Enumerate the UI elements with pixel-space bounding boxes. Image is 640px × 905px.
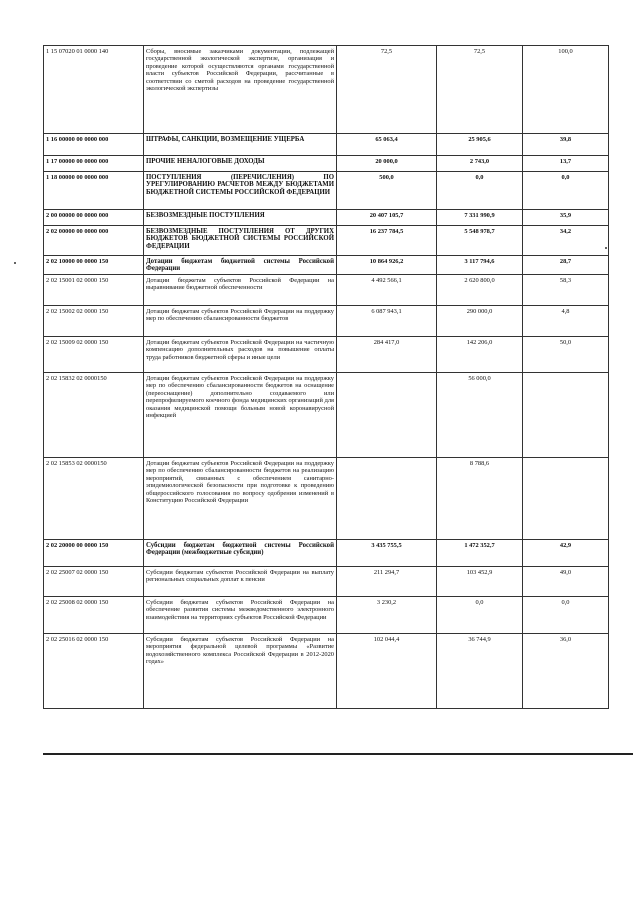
scan-speck — [605, 247, 607, 249]
execution-percent-cell: 34,2 — [523, 226, 609, 256]
plan-amount-cell: 65 063,4 — [337, 134, 437, 156]
execution-percent-cell: 39,8 — [523, 134, 609, 156]
actual-amount-cell: 5 548 978,7 — [437, 226, 523, 256]
actual-amount-cell: 0,0 — [437, 172, 523, 210]
page-bottom-rule — [43, 753, 633, 755]
execution-percent-cell: 4,8 — [523, 306, 609, 337]
table-row — [44, 567, 609, 597]
execution-percent-cell: 42,9 — [523, 540, 609, 567]
plan-amount-cell: 102 044,4 — [337, 634, 437, 709]
budget-code-cell: 2 00 00000 00 0000 000 — [44, 210, 144, 226]
table-row — [44, 634, 609, 709]
execution-percent-cell — [523, 458, 609, 540]
plan-amount-cell: 500,0 — [337, 172, 437, 210]
table-row — [44, 172, 609, 210]
revenue-name-cell: Дотации бюджетам бюджетной системы Российской Федерации — [144, 256, 337, 275]
plan-amount-cell: 3 230,2 — [337, 597, 437, 634]
actual-amount-cell: 3 117 794,6 — [437, 256, 523, 275]
budget-code-cell: 1 15 07020 01 0000 140 — [44, 46, 144, 134]
table-row — [44, 540, 609, 567]
budget-code-cell: 2 02 15001 02 0000 150 — [44, 275, 144, 306]
execution-percent-cell: 28,7 — [523, 256, 609, 275]
execution-percent-cell — [523, 373, 609, 458]
budget-code-cell: 2 02 25008 02 0000 150 — [44, 597, 144, 634]
plan-amount-cell: 72,5 — [337, 46, 437, 134]
revenue-name-cell: Субсидии бюджетам субъектов Российской Федерации на выплату региональных социальных доплат к пенсии — [144, 567, 337, 597]
actual-amount-cell: 56 000,0 — [437, 373, 523, 458]
plan-amount-cell — [337, 373, 437, 458]
execution-percent-cell: 0,0 — [523, 172, 609, 210]
table-row — [44, 226, 609, 256]
budget-code-cell: 2 02 15853 02 0000150 — [44, 458, 144, 540]
budget-table-body — [44, 46, 609, 709]
actual-amount-cell: 0,0 — [437, 597, 523, 634]
plan-amount-cell — [337, 458, 437, 540]
plan-amount-cell: 16 237 784,5 — [337, 226, 437, 256]
plan-amount-cell: 10 864 926,2 — [337, 256, 437, 275]
revenue-name-cell: Дотации бюджетам субъектов Российской Федерации на поддержку мер по обеспечению сбалансированности бюджетов — [144, 306, 337, 337]
plan-amount-cell: 20 000,0 — [337, 156, 437, 172]
budget-code-cell: 2 02 25007 02 0000 150 — [44, 567, 144, 597]
table-row — [44, 337, 609, 373]
revenue-name-cell: Дотации бюджетам субъектов Российской Федерации на частичную компенсацию дополнительных расходов на повышение оплаты труда работников бюджетной сферы и иные цели — [144, 337, 337, 373]
scan-speck — [14, 262, 16, 264]
revenue-name-cell: ПОСТУПЛЕНИЯ (ПЕРЕЧИСЛЕНИЯ) ПО УРЕГУЛИРОВАНИЮ РАСЧЕТОВ МЕЖДУ БЮДЖЕТАМИ БЮДЖЕТНОЙ СИСТЕМЫ РОССИЙСКОЙ ФЕДЕРАЦИИ — [144, 172, 337, 210]
actual-amount-cell: 25 905,6 — [437, 134, 523, 156]
execution-percent-cell: 35,9 — [523, 210, 609, 226]
plan-amount-cell: 4 492 566,1 — [337, 275, 437, 306]
revenue-name-cell: БЕЗВОЗМЕЗДНЫЕ ПОСТУПЛЕНИЯ — [144, 210, 337, 226]
table-row — [44, 373, 609, 458]
actual-amount-cell: 7 331 990,9 — [437, 210, 523, 226]
plan-amount-cell: 6 087 943,1 — [337, 306, 437, 337]
actual-amount-cell: 103 452,9 — [437, 567, 523, 597]
revenue-name-cell: ПРОЧИЕ НЕНАЛОГОВЫЕ ДОХОДЫ — [144, 156, 337, 172]
table-row — [44, 134, 609, 156]
execution-percent-cell: 36,0 — [523, 634, 609, 709]
table-row — [44, 275, 609, 306]
actual-amount-cell: 72,5 — [437, 46, 523, 134]
revenue-name-cell: БЕЗВОЗМЕЗДНЫЕ ПОСТУПЛЕНИЯ ОТ ДРУГИХ БЮДЖЕТОВ БЮДЖЕТНОЙ СИСТЕМЫ РОССИЙСКОЙ ФЕДЕРАЦИИ — [144, 226, 337, 256]
revenue-name-cell: Дотации бюджетам субъектов Российской Федерации на выравнивание бюджетной обеспеченности — [144, 275, 337, 306]
revenue-name-cell: Субсидии бюджетам субъектов Российской Федерации на мероприятия федеральной целевой программы «Развитие водохозяйственного комплекса Российской Федерации в 2012-2020 годах» — [144, 634, 337, 709]
actual-amount-cell: 290 000,0 — [437, 306, 523, 337]
revenue-name-cell: Дотации бюджетам субъектов Российской Федерации на поддержку мер по обеспечению сбалансированности бюджетов на оснащение (переоснащение) дополнительно создаваемого или перепрофилируемого коечного фонда медицинских организаций для оказания медицинской помощи больным новой коронавирусной инфекцией — [144, 373, 337, 458]
table-row — [44, 256, 609, 275]
revenue-name-cell: Дотации бюджетам субъектов Российской Федерации на поддержку мер по обеспечению сбалансированности бюджетов на реализацию мероприятий, связанных с обеспечением санитарно-эпидемиологической безопасности при подготовке к проведению общероссийского голосования по вопросу одобрения изменений в Конституцию Российской Федерации — [144, 458, 337, 540]
actual-amount-cell: 2 743,0 — [437, 156, 523, 172]
budget-code-cell: 2 02 25016 02 0000 150 — [44, 634, 144, 709]
budget-code-cell: 1 16 00000 00 0000 000 — [44, 134, 144, 156]
budget-code-cell: 1 17 00000 00 0000 000 — [44, 156, 144, 172]
actual-amount-cell: 2 620 800,0 — [437, 275, 523, 306]
table-row — [44, 46, 609, 134]
revenue-name-cell: Субсидии бюджетам субъектов Российской Федерации на обеспечение развития системы межведомственного электронного взаимодействия на территориях субъектов Российской Федерации — [144, 597, 337, 634]
execution-percent-cell: 58,3 — [523, 275, 609, 306]
budget-revenue-table — [43, 45, 609, 709]
plan-amount-cell: 284 417,0 — [337, 337, 437, 373]
execution-percent-cell: 100,0 — [523, 46, 609, 134]
revenue-name-cell: Сборы, вносимые заказчиками документации, подлежащей государственной экологической экспертизе, организация и проведение которой осуществляются органами государственной власти субъектов Российской Федерации, рассчитанные в соответствии со сметой расходов на проведение государственной экологической экспертизы — [144, 46, 337, 134]
table-row — [44, 156, 609, 172]
budget-code-cell: 2 02 10000 00 0000 150 — [44, 256, 144, 275]
actual-amount-cell: 8 788,6 — [437, 458, 523, 540]
actual-amount-cell: 142 206,0 — [437, 337, 523, 373]
revenue-name-cell: Субсидии бюджетам бюджетной системы Российской Федерации (межбюджетные субсидии) — [144, 540, 337, 567]
actual-amount-cell: 36 744,9 — [437, 634, 523, 709]
revenue-name-cell: ШТРАФЫ, САНКЦИИ, ВОЗМЕЩЕНИЕ УЩЕРБА — [144, 134, 337, 156]
execution-percent-cell: 0,0 — [523, 597, 609, 634]
execution-percent-cell: 49,0 — [523, 567, 609, 597]
table-row — [44, 306, 609, 337]
table-row — [44, 597, 609, 634]
table-row — [44, 458, 609, 540]
execution-percent-cell: 13,7 — [523, 156, 609, 172]
budget-code-cell: 2 02 15009 02 0000 150 — [44, 337, 144, 373]
plan-amount-cell: 20 407 105,7 — [337, 210, 437, 226]
budget-code-cell: 1 18 00000 00 0000 000 — [44, 172, 144, 210]
table-row — [44, 210, 609, 226]
actual-amount-cell: 1 472 352,7 — [437, 540, 523, 567]
budget-code-cell: 2 02 20000 00 0000 150 — [44, 540, 144, 567]
budget-code-cell: 2 02 00000 00 0000 000 — [44, 226, 144, 256]
execution-percent-cell: 50,0 — [523, 337, 609, 373]
budget-code-cell: 2 02 15832 02 0000150 — [44, 373, 144, 458]
budget-code-cell: 2 02 15002 02 0000 150 — [44, 306, 144, 337]
plan-amount-cell: 211 294,7 — [337, 567, 437, 597]
plan-amount-cell: 3 435 755,5 — [337, 540, 437, 567]
